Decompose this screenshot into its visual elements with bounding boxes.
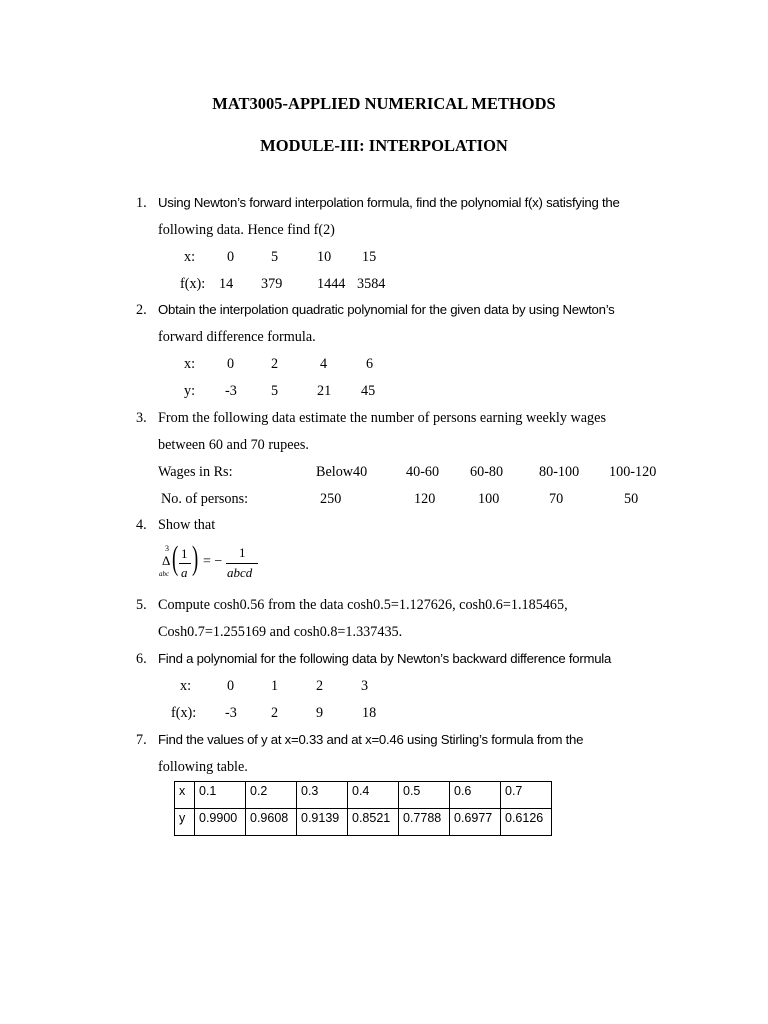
data-value: 21 bbox=[317, 383, 332, 399]
data-value: 250 bbox=[320, 491, 342, 507]
data-value: 2 bbox=[316, 678, 324, 694]
row-label: x: bbox=[184, 249, 196, 265]
row-label: x: bbox=[180, 678, 192, 694]
data-value: 1444 bbox=[317, 276, 346, 292]
data-value: 6 bbox=[366, 356, 374, 372]
row-label: Wages in Rs: bbox=[158, 464, 233, 480]
question-number: 6. bbox=[136, 651, 147, 667]
data-value: 60-80 bbox=[470, 464, 504, 480]
data-value: 14 bbox=[219, 276, 234, 292]
table-cell: 0.2 bbox=[246, 782, 297, 809]
question-number: 7. bbox=[136, 732, 147, 748]
data-value: 5 bbox=[271, 383, 279, 399]
question-text: between 60 and 70 rupees. bbox=[158, 437, 309, 453]
course-title: MAT3005-APPLIED NUMERICAL METHODS bbox=[212, 94, 556, 113]
question-text: Compute cosh0.56 from the data cosh0.5=1.127626, cosh0.6=1.185465, bbox=[158, 597, 568, 613]
table-row bbox=[175, 782, 552, 809]
table-cell: 0.6 bbox=[450, 782, 501, 809]
delta-symbol: Δ bbox=[162, 553, 171, 568]
data-value: 0 bbox=[227, 678, 235, 694]
question-text: following table. bbox=[158, 759, 248, 775]
right-paren: ) bbox=[192, 540, 199, 577]
question-text: Find a polynomial for the following data by Newton’s backward difference formula bbox=[158, 651, 612, 666]
question-text: Obtain the interpolation quadratic polynomial for the given data by using Newton’s bbox=[158, 302, 615, 317]
data-value: 80-100 bbox=[539, 464, 580, 480]
data-value: 9 bbox=[316, 705, 324, 721]
data-value: 5 bbox=[271, 249, 279, 265]
row-label: y: bbox=[184, 383, 196, 399]
table-cell: 0.7788 bbox=[399, 809, 450, 836]
question-number: 3. bbox=[136, 410, 147, 426]
data-value: 120 bbox=[414, 491, 436, 507]
table-header-cell: x bbox=[175, 782, 195, 809]
data-value: 18 bbox=[362, 705, 377, 721]
lhs-fraction-bar bbox=[179, 563, 191, 564]
table-row bbox=[175, 809, 552, 836]
left-paren: ( bbox=[172, 540, 179, 577]
data-value: 0 bbox=[227, 356, 235, 372]
rhs-denominator: abcd bbox=[227, 565, 253, 580]
rhs-fraction-bar bbox=[226, 563, 258, 564]
equals-minus: = − bbox=[203, 554, 223, 569]
question-number: 2. bbox=[136, 302, 147, 318]
table-cell: 0.6126 bbox=[501, 809, 552, 836]
data-value: 1 bbox=[271, 678, 279, 694]
question-number: 5. bbox=[136, 597, 147, 613]
table-cell: 0.4 bbox=[348, 782, 399, 809]
data-value: 2 bbox=[271, 356, 279, 372]
question-text: Cosh0.7=1.255169 and cosh0.8=1.337435. bbox=[158, 624, 403, 640]
data-value: 50 bbox=[624, 491, 639, 507]
table-cell: 0.7 bbox=[501, 782, 552, 809]
table-cell: 0.9139 bbox=[297, 809, 348, 836]
question-number: 4. bbox=[136, 517, 147, 533]
data-value: 0 bbox=[227, 249, 235, 265]
table-cell: 0.9608 bbox=[246, 809, 297, 836]
data-value: 40-60 bbox=[406, 464, 440, 480]
data-value: 10 bbox=[317, 249, 332, 265]
question-text: Show that bbox=[158, 517, 216, 533]
question-text: Using Newton’s forward interpolation formula, find the polynomial f(x) satisfying the bbox=[158, 195, 620, 210]
data-value: 379 bbox=[261, 276, 283, 292]
question-text: following data. Hence find f(2) bbox=[158, 222, 335, 238]
data-value: -3 bbox=[225, 383, 237, 399]
table-cell: 0.1 bbox=[195, 782, 246, 809]
delta-subscript: abc bbox=[159, 570, 170, 578]
data-value: -3 bbox=[225, 705, 237, 721]
data-value: 70 bbox=[549, 491, 564, 507]
question-text: forward difference formula. bbox=[158, 329, 316, 345]
data-value: 3 bbox=[361, 678, 369, 694]
lhs-numerator: 1 bbox=[181, 546, 188, 561]
table-cell: 0.9900 bbox=[195, 809, 246, 836]
data-value: 45 bbox=[361, 383, 376, 399]
data-value: 100-120 bbox=[609, 464, 657, 480]
delta-power: 3 bbox=[165, 544, 169, 553]
table-cell: 0.8521 bbox=[348, 809, 399, 836]
data-value: 15 bbox=[362, 249, 377, 265]
data-value: 2 bbox=[271, 705, 279, 721]
row-label: f(x): bbox=[171, 705, 197, 721]
data-value: 4 bbox=[320, 356, 328, 372]
rhs-numerator: 1 bbox=[239, 545, 246, 560]
stirling-data-table bbox=[174, 781, 552, 836]
data-value: 3584 bbox=[357, 276, 386, 292]
table-cell: 0.5 bbox=[399, 782, 450, 809]
question-number: 1. bbox=[136, 195, 147, 211]
row-label: x: bbox=[184, 356, 196, 372]
data-value: Below40 bbox=[316, 464, 368, 480]
table-header-cell: y bbox=[175, 809, 195, 836]
lhs-denominator: a bbox=[181, 565, 188, 580]
data-value: 100 bbox=[478, 491, 500, 507]
question-text: From the following data estimate the number of persons earning weekly wages bbox=[158, 410, 606, 426]
table-cell: 0.3 bbox=[297, 782, 348, 809]
row-label: No. of persons: bbox=[161, 491, 249, 507]
row-label: f(x): bbox=[180, 276, 206, 292]
question-text: Find the values of y at x=0.33 and at x=0.46 using Stirling’s formula from the bbox=[158, 732, 584, 747]
module-title: MODULE-III: INTERPOLATION bbox=[260, 136, 508, 155]
table-cell: 0.6977 bbox=[450, 809, 501, 836]
